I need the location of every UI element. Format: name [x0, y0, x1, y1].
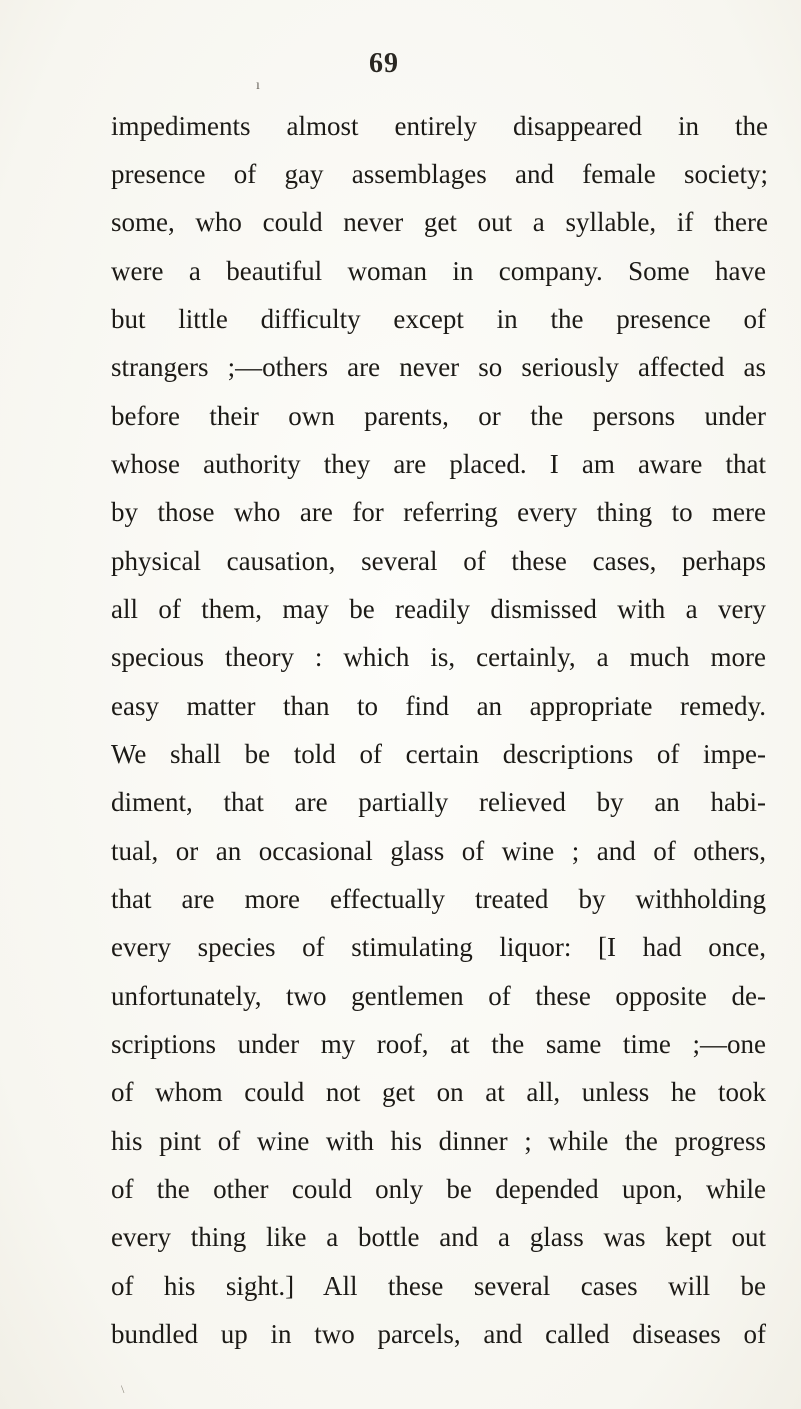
text-line: of his sight.] All these several cases will be [111, 1271, 766, 1301]
text-line: but little difficulty except in the presence of [111, 304, 766, 334]
text-line: by those who are for referring every thing to mere [111, 497, 766, 527]
text-line: presence of gay assemblages and female society; [111, 159, 768, 189]
footer-ink-mark: \ [121, 1382, 125, 1396]
text-line: tual, or an occasional glass of wine ; and of others, [111, 836, 766, 866]
text-line: of the other could only be depended upon, while [111, 1174, 766, 1204]
stray-ink-mark: ı [256, 78, 260, 93]
text-line: that are more effectually treated by withholding [111, 884, 766, 914]
text-line: every species of stimulating liquor: [I had once, [111, 932, 766, 962]
text-line: were a beautiful woman in company. Some have [111, 256, 766, 286]
text-line: impediments almost entirely disappeared in the [111, 111, 768, 141]
text-line: some, who could never get out a syllable, if there [111, 207, 768, 237]
text-line: whose authority they are placed. I am aware that [111, 449, 766, 479]
text-line: all of them, may be readily dismissed with a very [111, 594, 766, 624]
text-line: strangers ;—others are never so seriously affected as [111, 352, 766, 382]
text-line: specious theory : which is, certainly, a much more [111, 642, 766, 672]
text-line: unfortunately, two gentlemen of these opposite de- [111, 981, 766, 1011]
page-number: 69 [369, 48, 399, 79]
text-line: physical causation, several of these cases, perhaps [111, 546, 766, 576]
text-line: of whom could not get on at all, unless he took [111, 1077, 766, 1107]
text-line: every thing like a bottle and a glass was kept out [111, 1222, 766, 1252]
text-line: before their own parents, or the persons under [111, 401, 766, 431]
text-line: scriptions under my roof, at the same time ;—one [111, 1029, 766, 1059]
text-line: bundled up in two parcels, and called diseases of [111, 1319, 766, 1349]
text-line: We shall be told of certain descriptions of impe- [111, 739, 766, 769]
text-line: easy matter than to find an appropriate remedy. [111, 691, 766, 721]
text-line: diment, that are partially relieved by an habi- [111, 787, 766, 817]
text-line: his pint of wine with his dinner ; while the progress [111, 1126, 766, 1156]
